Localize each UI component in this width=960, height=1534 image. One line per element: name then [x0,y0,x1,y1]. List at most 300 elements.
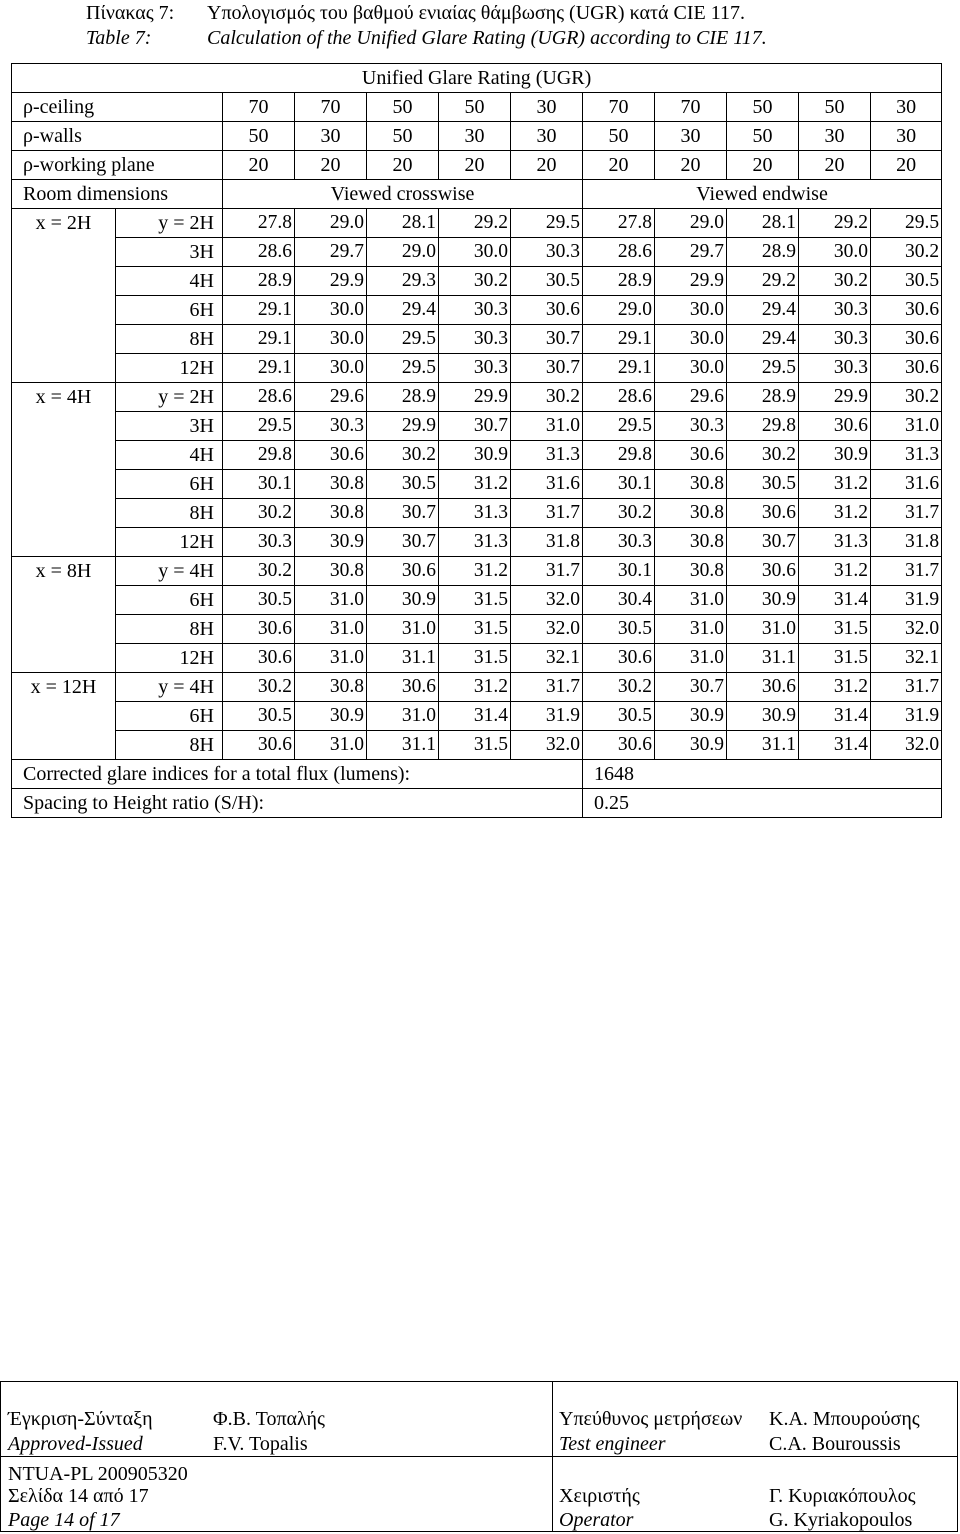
reflectance-value: 30 [871,93,942,122]
ugr-value: 29.7 [655,238,727,267]
ugr-value: 30.9 [295,528,367,557]
operator-name-english: G. Kyriakopoulos [769,1509,913,1531]
ugr-value: 30.8 [295,499,367,528]
ugr-value: 30.3 [511,238,583,267]
room-y-dimension: 3H [116,238,223,267]
ugr-value: 28.9 [223,267,295,296]
ugr-value: 28.6 [583,383,655,412]
ugr-value: 30.1 [223,470,295,499]
reflectance-value: 50 [799,93,871,122]
ugr-value: 29.5 [367,354,439,383]
ugr-value: 31.6 [511,470,583,499]
room-dimensions-row [12,180,942,209]
ugr-value: 30.0 [655,325,727,354]
reflectance-value: 70 [223,93,295,122]
ugr-value: 31.6 [871,470,942,499]
ugr-data-row [12,412,942,441]
ugr-value: 30.2 [223,557,295,586]
ugr-value: 29.3 [367,267,439,296]
reflectance-value: 20 [583,151,655,180]
ugr-data-row [12,702,942,731]
ugr-value: 29.0 [367,238,439,267]
room-x-dimension [12,731,116,760]
reflectance-row [12,151,942,180]
reflectance-value: 30 [439,122,511,151]
ugr-value: 30.7 [511,325,583,354]
test-engineer-label-english: Test engineer [559,1433,666,1455]
room-x-dimension [12,470,116,499]
reflectance-value: 30 [511,93,583,122]
reflectance-value: 20 [367,151,439,180]
ugr-value: 28.6 [583,238,655,267]
ugr-value: 31.7 [871,499,942,528]
ugr-value: 29.5 [223,412,295,441]
ugr-value: 29.1 [223,325,295,354]
ugr-value: 31.2 [799,673,871,702]
reflectance-value: 30 [871,122,942,151]
ugr-value: 30.2 [727,441,799,470]
corrected-glare-label: Corrected glare indices for a total flux (lumens): [12,760,583,789]
caption-label-greek: Πίνακας 7: [86,2,175,24]
ugr-value: 31.7 [511,673,583,702]
ugr-value: 29.5 [511,209,583,238]
ugr-value: 30.6 [655,441,727,470]
reflectance-value: 30 [799,122,871,151]
room-y-dimension: 6H [116,586,223,615]
room-y-dimension: y = 4H [116,557,223,586]
ugr-value: 30.6 [583,731,655,760]
page-number-english: Page 14 of 17 [8,1509,120,1531]
ugr-data-row [12,470,942,499]
ugr-value: 31.5 [439,615,511,644]
ugr-data-row [12,499,942,528]
reflectance-value: 20 [727,151,799,180]
ugr-value: 29.2 [799,209,871,238]
ugr-value: 30.9 [655,731,727,760]
ugr-table [11,63,942,818]
ugr-value: 31.9 [871,702,942,731]
ugr-value: 30.7 [367,528,439,557]
ugr-value: 31.0 [295,615,367,644]
ugr-value: 30.6 [799,412,871,441]
room-x-dimension: x = 4H [12,383,116,412]
ugr-data-row [12,615,942,644]
reflectance-value: 50 [223,122,295,151]
ugr-value: 29.4 [727,325,799,354]
ugr-value: 29.1 [583,325,655,354]
room-y-dimension: y = 4H [116,673,223,702]
ugr-value: 28.1 [367,209,439,238]
ugr-data-row [12,644,942,673]
reflectance-value: 50 [367,122,439,151]
ugr-value: 32.1 [511,644,583,673]
room-y-dimension: 3H [116,412,223,441]
ugr-value: 29.1 [583,354,655,383]
ugr-value: 28.6 [223,383,295,412]
ugr-value: 30.3 [295,412,367,441]
ugr-data-row [12,209,942,238]
ugr-value: 31.5 [439,731,511,760]
ugr-value: 30.3 [799,325,871,354]
ugr-value: 31.7 [511,499,583,528]
ugr-value: 31.0 [655,586,727,615]
ugr-value: 30.6 [223,615,295,644]
ugr-value: 30.8 [655,557,727,586]
reflectance-value: 50 [727,122,799,151]
ugr-value: 30.2 [583,673,655,702]
ugr-data-row [12,528,942,557]
ugr-value: 30.4 [583,586,655,615]
page-number-greek: Σελίδα 14 από 17 [8,1485,149,1507]
reflectance-value: 20 [295,151,367,180]
test-engineer-name-greek: Κ.Α. Μπουρούσης [769,1408,920,1430]
room-x-dimension [12,702,116,731]
corrected-glare-row [12,760,942,789]
ugr-value: 30.5 [583,702,655,731]
ugr-value: 30.1 [583,557,655,586]
ugr-value: 31.2 [799,557,871,586]
document-footer [0,1381,958,1532]
room-x-dimension [12,412,116,441]
ugr-value: 31.0 [655,615,727,644]
room-x-dimension [12,267,116,296]
viewed-crosswise-header: Viewed crosswise [223,180,583,209]
ugr-value: 30.9 [295,702,367,731]
reflectance-value: 20 [655,151,727,180]
ugr-value: 27.8 [583,209,655,238]
report-id: NTUA-PL 200905320 [8,1463,188,1485]
ugr-value: 30.5 [511,267,583,296]
ugr-value: 30.9 [367,586,439,615]
operator-label-greek: Χειριστής [559,1485,640,1507]
reflectance-value: 30 [655,122,727,151]
ugr-value: 30.3 [223,528,295,557]
ugr-value: 30.3 [439,325,511,354]
ugr-data-row [12,441,942,470]
ugr-value: 29.0 [295,209,367,238]
ugr-data-row [12,325,942,354]
ugr-value: 30.8 [655,528,727,557]
spacing-ratio-label: Spacing to Height ratio (S/H): [12,789,583,818]
ugr-value: 30.9 [655,702,727,731]
ugr-value: 30.8 [295,470,367,499]
corrected-glare-value: 1648 [583,760,942,789]
ugr-value: 30.3 [799,296,871,325]
test-engineer-label-greek: Υπεύθυνος μετρήσεων [559,1408,743,1430]
ugr-value: 31.4 [439,702,511,731]
ugr-value: 32.0 [871,731,942,760]
ugr-value: 32.0 [511,615,583,644]
ugr-value: 30.8 [295,557,367,586]
ugr-value: 31.2 [799,499,871,528]
ugr-value: 30.0 [295,296,367,325]
ugr-value: 31.0 [295,644,367,673]
ugr-value: 30.5 [223,702,295,731]
ugr-value: 31.0 [367,702,439,731]
room-x-dimension [12,325,116,354]
ugr-value: 29.5 [727,354,799,383]
ugr-value: 30.2 [223,673,295,702]
reflectance-row [12,122,942,151]
approved-label-greek: Έγκριση-Σύνταξη [8,1408,153,1430]
ugr-value: 31.0 [871,412,942,441]
ugr-value: 29.4 [727,296,799,325]
ugr-value: 31.1 [367,644,439,673]
ugr-value: 30.6 [295,441,367,470]
footer-divider-horizontal [1,1456,957,1457]
ugr-value: 29.5 [871,209,942,238]
ugr-data-row [12,586,942,615]
approver-name-english: F.V. Topalis [213,1433,308,1455]
ugr-value: 30.6 [871,354,942,383]
ugr-value: 31.3 [439,499,511,528]
ugr-value: 31.0 [511,412,583,441]
ugr-value: 31.1 [727,731,799,760]
reflectance-value: 70 [583,93,655,122]
reflectance-value: 50 [439,93,511,122]
ugr-value: 31.7 [871,557,942,586]
ugr-value: 31.3 [799,528,871,557]
ugr-value: 30.0 [655,296,727,325]
ugr-value: 30.6 [727,557,799,586]
reflectance-row [12,93,942,122]
ugr-value: 30.6 [871,296,942,325]
ugr-value: 30.7 [439,412,511,441]
ugr-value: 29.5 [367,325,439,354]
ugr-value: 30.6 [223,731,295,760]
ugr-value: 31.1 [727,644,799,673]
ugr-value: 30.8 [655,470,727,499]
reflectance-value: 20 [511,151,583,180]
ugr-value: 31.8 [871,528,942,557]
ugr-value: 30.2 [583,499,655,528]
ugr-value: 30.5 [727,470,799,499]
ugr-value: 30.6 [367,557,439,586]
ugr-value: 32.1 [871,644,942,673]
ugr-value: 30.2 [871,383,942,412]
room-y-dimension: 4H [116,441,223,470]
ugr-value: 29.2 [727,267,799,296]
table-title: Unified Glare Rating (UGR) [12,64,942,93]
ugr-value: 29.1 [223,296,295,325]
caption-text-english: Calculation of the Unified Glare Rating (UGR) according to CIE 117. [207,27,767,49]
ugr-value: 30.9 [799,441,871,470]
reflectance-value: 20 [439,151,511,180]
room-x-dimension [12,441,116,470]
ugr-value: 31.0 [727,615,799,644]
ugr-data-row [12,238,942,267]
ugr-value: 30.6 [367,673,439,702]
room-y-dimension: 6H [116,470,223,499]
ugr-data-row [12,383,942,412]
ugr-value: 31.1 [367,731,439,760]
ugr-value: 30.1 [583,470,655,499]
ugr-value: 30.0 [295,354,367,383]
reflectance-value: 50 [727,93,799,122]
ugr-value: 31.7 [871,673,942,702]
ugr-value: 29.5 [583,412,655,441]
ugr-value: 30.3 [583,528,655,557]
reflectance-value: 30 [511,122,583,151]
ugr-value: 31.2 [439,470,511,499]
reflectance-label: ρ-working plane [12,151,223,180]
ugr-value: 31.4 [799,586,871,615]
room-dimensions-label: Room dimensions [12,180,223,209]
table-title-row [12,64,942,93]
reflectance-value: 20 [871,151,942,180]
room-y-dimension: 12H [116,528,223,557]
ugr-value: 30.3 [439,296,511,325]
ugr-value: 29.6 [295,383,367,412]
room-x-dimension: x = 8H [12,557,116,586]
ugr-value: 30.3 [439,354,511,383]
ugr-data-row [12,296,942,325]
reflectance-label: ρ-ceiling [12,93,223,122]
ugr-value: 30.7 [511,354,583,383]
room-x-dimension [12,586,116,615]
ugr-value: 31.7 [511,557,583,586]
ugr-value: 30.2 [511,383,583,412]
ugr-value: 31.4 [799,702,871,731]
ugr-value: 30.6 [871,325,942,354]
room-y-dimension: 12H [116,644,223,673]
operator-name-greek: Γ. Κυριακόπουλος [769,1485,916,1507]
ugr-value: 28.9 [727,383,799,412]
reflectance-value: 70 [655,93,727,122]
ugr-value: 32.0 [511,731,583,760]
ugr-value: 32.0 [871,615,942,644]
ugr-value: 28.1 [727,209,799,238]
room-x-dimension [12,615,116,644]
ugr-value: 30.0 [799,238,871,267]
ugr-value: 30.6 [583,644,655,673]
approver-name-greek: Φ.Β. Τοπαλής [213,1408,325,1430]
ugr-value: 31.0 [655,644,727,673]
ugr-value: 31.0 [295,731,367,760]
caption-text-greek: Υπολογισμός του βαθμού ενιαίας θάμβωσης (UGR) κατά CIE 117. [207,2,745,24]
ugr-value: 31.0 [295,586,367,615]
ugr-value: 29.4 [367,296,439,325]
room-y-dimension: 8H [116,325,223,354]
ugr-value: 31.5 [439,586,511,615]
room-y-dimension: 8H [116,499,223,528]
reflectance-label: ρ-walls [12,122,223,151]
ugr-value: 30.0 [295,325,367,354]
ugr-value: 28.9 [367,383,439,412]
ugr-value: 27.8 [223,209,295,238]
reflectance-value: 20 [223,151,295,180]
room-x-dimension: x = 12H [12,673,116,702]
ugr-value: 30.7 [367,499,439,528]
room-x-dimension [12,354,116,383]
ugr-value: 30.9 [439,441,511,470]
ugr-data-row [12,354,942,383]
room-x-dimension [12,238,116,267]
ugr-value: 31.5 [799,615,871,644]
ugr-value: 30.6 [511,296,583,325]
room-x-dimension [12,528,116,557]
reflectance-value: 50 [367,93,439,122]
ugr-value: 30.5 [223,586,295,615]
ugr-value: 29.8 [727,412,799,441]
viewed-endwise-header: Viewed endwise [583,180,942,209]
spacing-ratio-row [12,789,942,818]
ugr-value: 29.0 [655,209,727,238]
caption-label-english: Table 7: [86,27,152,49]
ugr-value: 30.6 [727,499,799,528]
ugr-value: 28.9 [727,238,799,267]
ugr-value: 31.8 [511,528,583,557]
ugr-data-row [12,673,942,702]
room-y-dimension: y = 2H [116,383,223,412]
ugr-value: 30.0 [655,354,727,383]
ugr-value: 30.2 [871,238,942,267]
room-x-dimension [12,499,116,528]
ugr-value: 30.8 [655,499,727,528]
ugr-value: 30.2 [223,499,295,528]
ugr-value: 29.6 [655,383,727,412]
ugr-value: 30.5 [583,615,655,644]
ugr-value: 29.2 [439,209,511,238]
room-x-dimension: x = 2H [12,209,116,238]
ugr-value: 29.9 [295,267,367,296]
ugr-data-row [12,731,942,760]
ugr-value: 30.3 [799,354,871,383]
operator-label-english: Operator [559,1509,634,1531]
ugr-value: 31.2 [439,557,511,586]
ugr-value: 29.9 [655,267,727,296]
ugr-value: 31.9 [871,586,942,615]
ugr-value: 29.1 [223,354,295,383]
ugr-value: 31.5 [439,644,511,673]
room-y-dimension: 6H [116,702,223,731]
room-x-dimension [12,644,116,673]
reflectance-value: 70 [295,93,367,122]
ugr-value: 31.3 [439,528,511,557]
ugr-value: 31.5 [799,644,871,673]
ugr-value: 31.3 [871,441,942,470]
ugr-value: 31.0 [367,615,439,644]
ugr-value: 30.8 [295,673,367,702]
ugr-value: 30.5 [871,267,942,296]
ugr-data-row [12,557,942,586]
ugr-value: 30.2 [799,267,871,296]
reflectance-value: 30 [295,122,367,151]
ugr-value: 29.9 [439,383,511,412]
ugr-value: 29.8 [583,441,655,470]
ugr-value: 30.9 [727,586,799,615]
room-y-dimension: 8H [116,615,223,644]
ugr-value: 28.6 [223,238,295,267]
room-y-dimension: y = 2H [116,209,223,238]
room-x-dimension [12,296,116,325]
room-y-dimension: 6H [116,296,223,325]
ugr-value: 30.6 [223,644,295,673]
ugr-value: 31.3 [511,441,583,470]
ugr-value: 30.7 [727,528,799,557]
room-y-dimension: 4H [116,267,223,296]
ugr-value: 29.7 [295,238,367,267]
ugr-value: 30.3 [655,412,727,441]
ugr-value: 30.0 [439,238,511,267]
ugr-value: 30.9 [727,702,799,731]
ugr-value: 31.2 [439,673,511,702]
room-y-dimension: 12H [116,354,223,383]
ugr-value: 29.9 [799,383,871,412]
ugr-value: 30.2 [367,441,439,470]
ugr-value: 30.6 [727,673,799,702]
reflectance-value: 50 [583,122,655,151]
